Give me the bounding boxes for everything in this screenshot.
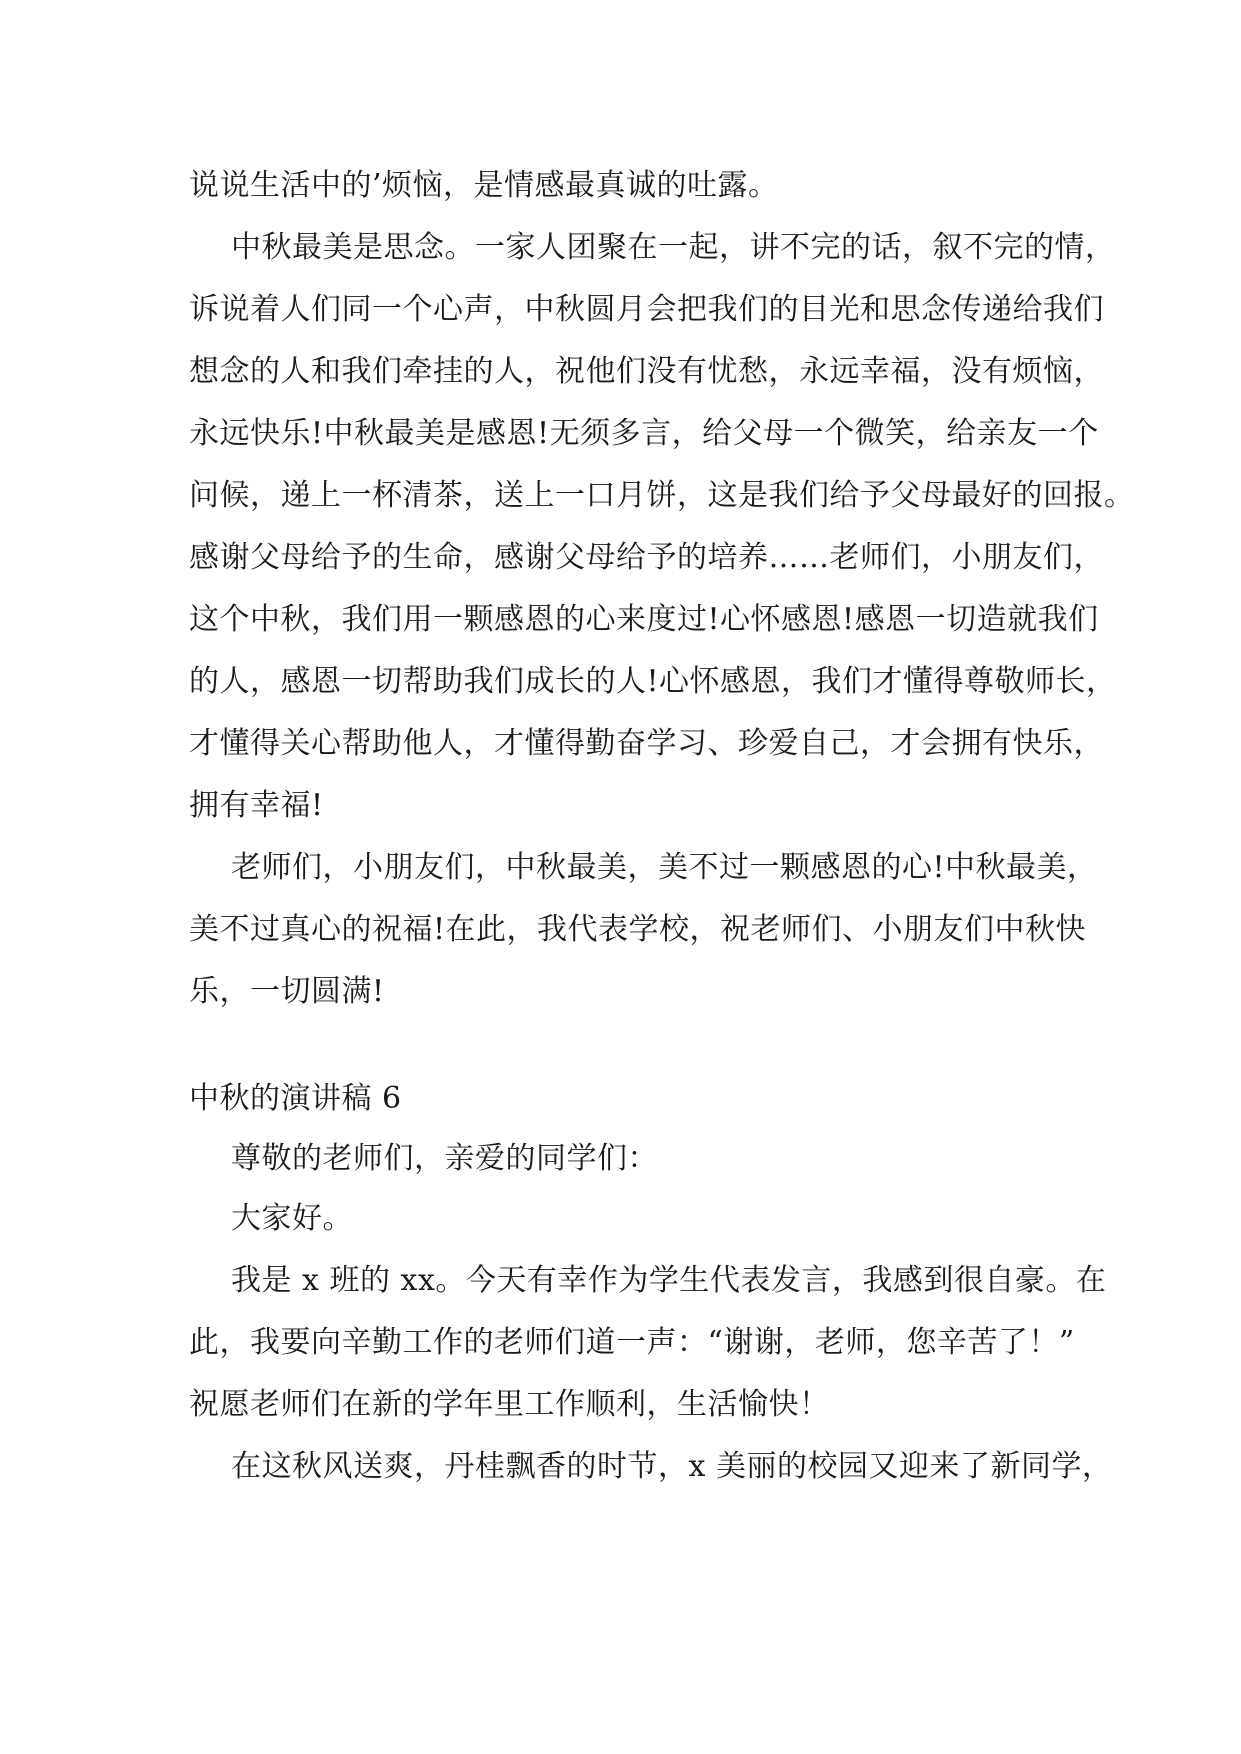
text-line: 中秋最美是思念。一家人团聚在一起，讲不完的话，叙不完的情， <box>231 230 1116 265</box>
section-title: 中秋的演讲稿 6 <box>189 1081 402 1116</box>
text-line: 永远快乐!中秋最美是感恩!无须多言，给父母一个微笑，给亲友一个 <box>189 416 1099 451</box>
text-line: 大家好。 <box>231 1201 353 1236</box>
text-line: 美不过真心的祝福!在此，我代表学校，祝老师们、小朋友们中秋快 <box>189 912 1087 947</box>
text-line: 诉说着人们同一个心声，中秋圆月会把我们的目光和思念传递给我们 <box>189 292 1104 327</box>
text-line: 这个中秋，我们用一颗感恩的心来度过!心怀感恩!感恩一切造就我们 <box>189 602 1099 637</box>
text-line: 说说生活中的’烦恼，是情感最真诚的吐露。 <box>189 168 779 203</box>
text-line: 问候，递上一杯清茶，送上一口月饼，这是我们给予父母最好的回报。 <box>189 478 1135 513</box>
text-line: 拥有幸福! <box>189 788 324 823</box>
text-line: 老师们，小朋友们，中秋最美，美不过一颗感恩的心!中秋最美， <box>231 850 1098 885</box>
text-line: 感谢父母给予的生命，感谢父母给予的培养……老师们，小朋友们， <box>189 540 1104 575</box>
text-line: 才懂得关心帮助他人，才懂得勤奋学习、珍爱自己，才会拥有快乐， <box>189 726 1104 761</box>
text-line: 尊敬的老师们，亲爱的同学们： <box>231 1141 658 1176</box>
text-line: 的人，感恩一切帮助我们成长的人!心怀感恩，我们才懂得尊敬师长， <box>189 664 1117 699</box>
text-line: 祝愿老师们在新的学年里工作顺利，生活愉快！ <box>189 1387 830 1422</box>
text-line: 想念的人和我们牵挂的人，祝他们没有忧愁，永远幸福，没有烦恼， <box>189 354 1104 389</box>
text-line: 在这秋风送爽，丹桂飘香的时节，x 美丽的校园又迎来了新同学， <box>231 1449 1113 1484</box>
text-line: 我是 x 班的 xx。今天有幸作为学生代表发言，我感到很自豪。在 <box>231 1263 1107 1298</box>
text-line: 此，我要向辛勤工作的老师们道一声：“谢谢，老师，您辛苦了！” <box>189 1325 1075 1360</box>
text-line: 乐，一切圆满! <box>189 974 385 1009</box>
